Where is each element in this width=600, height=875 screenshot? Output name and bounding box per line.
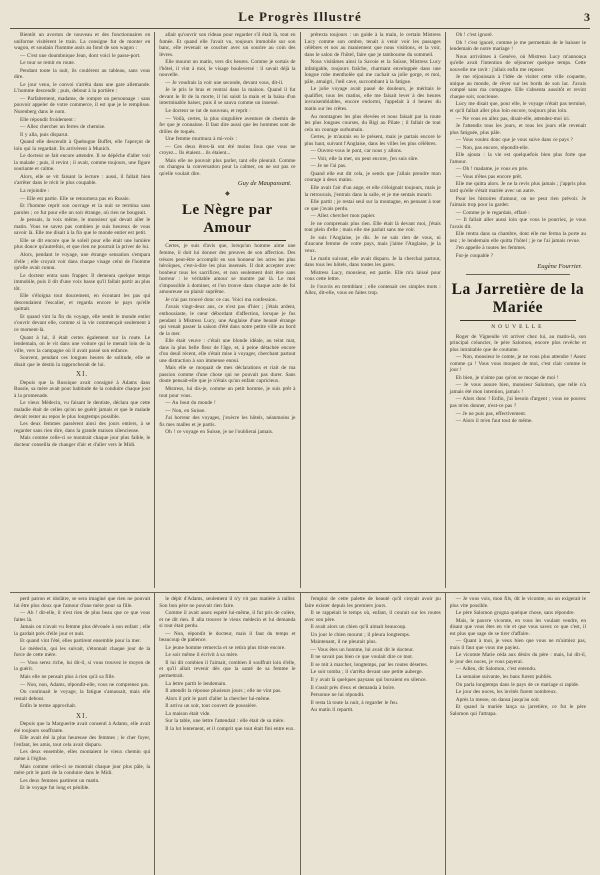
paragraph: — Parfaitement, madame, de rompre un personnage : sans pouvoir appeler de votre commerce, il est que je le remplisse. Nurenberg dans le nom.	[14, 95, 151, 116]
paragraph: — Quant à moi, je veux bien que vous ne m'aimiez pas, mais il faut que vous me payiez.	[449, 638, 586, 651]
paragraph: Quant à lui, il était certes également sur la route. Le lendemain, on le vit dans une voiture qui le menait loin de la ville, vers la campagne où il avait passé son enfance.	[14, 334, 151, 354]
article-text	[14, 596, 150, 792]
paragraph: Le jour des noces, les invités furent nombreux.	[455, 689, 558, 696]
paragraph: Maintenant, il ne pleurait plus.	[310, 639, 377, 646]
paragraph-group	[14, 32, 150, 368]
paragraph: Le vieux Médecin, vu faisant le dentiste, déclara que cette maladie était de celles qu'on ne guérit jamais et que le malade devait rester au repos le plus longtemps possible.	[14, 400, 151, 420]
story-title: Le Nègre par Amour	[182, 202, 273, 237]
paragraph: — Ah ! dit-elle, il n'est rien de plus beau que ce que vous faites là.	[14, 610, 151, 623]
story-genre: NOUVELLE	[491, 323, 545, 330]
paragraph: Et quand vint la fin du voyage, elle sentit le monde entier s'ouvrir devant elle, comme si la vie commençait seulement à ce moment-là.	[14, 313, 151, 333]
story-text	[305, 32, 441, 297]
paragraph: — Allez chercher mon papier.	[310, 213, 376, 220]
paragraph: Le médecin, qui les suivait, s'étonnait chaque jour de la force de cette mère.	[14, 645, 151, 659]
paragraph-group	[450, 32, 586, 260]
paragraph: — Il fallait aller aussi loin que vous le pourriez, je vous l'avais dit.	[449, 217, 586, 230]
paragraph: Comme il avait assez espéré lui-même, il fut pris de colère, et ne dit rien. Il alla trouver le vieux médecin et lui demanda si tout était perdu.	[159, 610, 296, 630]
paragraph: Mais comme celle-ci se montrait chaque jour plus faible, le docteur conseilla de changer d'air et d'aller vers le Midi.	[14, 435, 151, 448]
paragraph: Il se rappelait le temps où, enfant, il courait sur les routes avec son père.	[304, 610, 441, 623]
newspaper-title: Le Progrès Illustré	[238, 9, 362, 24]
paragraph: Je ne comprenais plus rien. Elle était là devant moi, j'étais tout plein d'elle ; mais elle me parlait sans me voir.	[304, 220, 441, 234]
paragraph: Le soir tomba ; il s'arrêta devant une petite auberge.	[310, 669, 423, 676]
paragraph: J'en appelle à toutes les femmes.	[455, 245, 527, 252]
article-text	[14, 32, 150, 448]
paragraph: On continuait le voyage, la fatigue s'amassait, mais elle restait debout.	[14, 689, 151, 702]
paragraph: Il y avait là quelques paysans qui buvaient en silence.	[310, 677, 427, 684]
paragraph: Personne ne lui répondit.	[310, 692, 365, 699]
paragraph: J'ai horreur des voyages, j'exècre les hôtels, néanmoins je fis mes malles et je partis.	[159, 415, 296, 428]
paragraph: Je suis l'Anglaise, je dis. Je ne sais rien de vous, ni d'aucune femme de votre pays, mais j'aime l'Anglaise, je la veux.	[304, 234, 441, 254]
upper-section	[10, 32, 590, 588]
paragraph: — Vous êtes un homme, lui avait dit le docteur.	[310, 646, 414, 653]
paragraph: Depuis que la Marguerite avait consenti à Adams, elle avait été toujours souffrante.	[14, 721, 151, 734]
paragraph: Elle partit ; je restai seul sur la montagne, en pensant à tout ce que j'avais perdu.	[304, 199, 441, 212]
paragraph-group	[450, 596, 586, 717]
paragraph: On parla longtemps dans le pays de ce mariage si rapide.	[455, 681, 580, 688]
paragraph: Lucy me disait que, pour elle, le voyage n'était pas terminé, et qu'il fallait aller plus loin encore, toujours plus loin.	[449, 101, 586, 115]
paragraph: Nous visitâmes ainsi la Savoie et la Suisse, Mistress Lucy infatigable, toujours fraîche, charmant enveloppée dans une longue robe mentholée qui me cachait sa jolie gorge, et moi, pâle, amaigri, l'œil cave, succombant à la fatigue.	[304, 59, 441, 85]
paragraph: Après la messe, on dansa jusqu'au soir.	[455, 696, 541, 703]
paragraph: — Non, pas encore, répondit-elle.	[455, 144, 529, 151]
story-text	[450, 32, 586, 260]
paragraph-group	[14, 596, 150, 710]
paragraph: — Je ne puis pas, effectivement.	[455, 410, 527, 417]
paragraph: Quand elle eut dit cela, je sentis que j'allais prendre mon courage à deux mains.	[304, 170, 441, 184]
paragraph-group	[14, 380, 150, 448]
paragraph: Oh ! c'est ignoré.	[455, 32, 493, 38]
paragraph: — Je ne l'ai pas.	[310, 163, 347, 170]
paragraph: — Je voudrais la voir une seconde, devant vous, dit-il.	[165, 79, 284, 86]
paragraph: Je n'ai pas trouvé donc ce cas. Voici ma confession.	[165, 296, 277, 303]
paragraph: Il resta là toute la nuit, à regarder le feu.	[310, 699, 399, 706]
paragraph: Il ne savait pas bien ce que voulait dire ce mot.	[310, 654, 414, 661]
paragraph: — C'est une doumbnique Jean, dont voici le passe-port.	[20, 52, 141, 59]
author-signature: Guy de Maupassant.	[237, 180, 292, 188]
paragraph: Au montagnes les plus élevées et nous faisait par la route les plus longues courses, du Rigi au Pilate ; il fallait de tout cela un courage surhumain.	[304, 113, 441, 133]
paragraph: Elle se dit encore que le soleil pour elle était une lumière plus douce qu'autrefois, et que rien ne pourrait la priver de lui.	[14, 237, 151, 251]
paragraph: Alors il prit le parti d'aller la chercher lui-même.	[165, 695, 271, 702]
paragraph: La lettre partit le lendemain.	[165, 680, 227, 687]
paragraph: Alors, elle se vit faisant la lecture : aussi, il fallait bien s'arrêter dans le récit le plus coupable.	[14, 173, 151, 187]
paragraph: Oh ! ce voyage en Suisse, je ne l'oublierai jamais.	[165, 429, 274, 436]
paragraph: La rejoindre :	[20, 188, 50, 195]
paragraph: Eh bien, je n'aime pas qu'on se moque de moi !	[455, 374, 559, 381]
paragraph-group	[159, 596, 295, 732]
paragraph: — Je vous assure bien, monsieur Salomon, que telle n'a jamais été mon intention, jamais !	[449, 382, 586, 395]
paragraph: — Adieu, dit Salomon, c'est entendu.	[455, 666, 537, 673]
paragraph: — Elle est partie. Elle se retournera pas en Russie.	[20, 195, 130, 202]
paragraph: Mais elle ne pouvait plus parler, tant elle pleurait. Comme on changea la conversation pour la calmer, on ne sut pas ce qu'elle voulait dire.	[159, 157, 296, 177]
paragraph: — Non, en Suisse.	[165, 407, 206, 414]
paragraph: Elle mourut un matin, vers dix heures. Comme je sortais de l'hôtel, il vint à moi, le visage bouleversé : il savait déjà la nouvelle.	[159, 59, 296, 79]
paragraph: Certes, je suis d'avis que, lorsqu'un homme aime une femme, il doit lui donner des preuves de son affection. Des trésors peut-être accomplir en son honneur les actes les plus héroïques, c'est-à-dire les plus insensés. Il doit accepter avec bonheur tous les sacrifices, et non seulement doit être sans horreur : le véritable amour se montre par là. Le moi s'impossible à dominer, et l'on trouve dans chaque acte de foi amoureuse un plaisir suprême.	[159, 243, 296, 296]
paragraph: Le jolie voyage avait passé de douleurs, je méritais le qualifier, tous les matins, elle me faisait lever à des heures invraisemblables, encore endormi, l'appelait à 4 heures du matin sur les crêtes.	[304, 86, 441, 113]
paragraph: — Je vous vois, mon fils, dit le vicomte, ou on exigerait le plus vite possible.	[449, 596, 586, 609]
paragraph: Roger de Vigneulle vit arriver chez lui, au matin-là, son principal créancier, le père Salomon, encore plus revêche et plus intraitable que de coutume.	[449, 333, 586, 353]
section-number: XI.	[76, 711, 89, 720]
paragraph: Le tour se remit en route.	[20, 60, 76, 67]
section-number: XI.	[76, 370, 89, 379]
paragraph: Le docteur se tut de nouveau, et reprit :	[165, 108, 251, 115]
author-signature: Eugène Fourrier.	[537, 262, 582, 270]
paragraph: Mais comme celle-ci se montrait chaque jour plus pâle, la mère prit le parti de la conduire dans le Midi.	[14, 763, 151, 777]
title-rule	[460, 320, 576, 321]
paragraph: — Au bout du monde !	[165, 400, 216, 407]
paragraph: Quand elle descendit à Quebugne Buffet, elle l'aperçut de loin qui la regardait. Ils arrivèrent à Munich.	[14, 139, 151, 152]
paragraph: Elle était veuve : c'était une blonde idéale, au teint mat, dans la plus belle fleur de l'âge, et, à peine détachée encore d'un deuil récent, elle s'était mise à voyager, cherchant partout une distraction à son immense ennui.	[159, 338, 296, 364]
paragraph: Jamais on n'avait vu femme plus dévouée à son enfant ; elle la gardait près d'elle jour et nuit.	[14, 624, 151, 637]
paragraph: Oh ! c'est ignoré, comme je me permettais de le baisser le lendemain de notre mariage !	[449, 39, 586, 53]
paragraph: Il y alla, puis disparut.	[20, 131, 69, 138]
paragraph: — Alors il m'en faut tout de même.	[455, 418, 533, 425]
article-text	[159, 32, 295, 177]
paragraph: Le matin suivant, elle avait disparu. Je la cherchai partout, dans tous les hôtels, dans toutes les gares.	[304, 255, 441, 269]
masthead	[10, 6, 590, 29]
column-3	[300, 32, 445, 588]
paragraph: Mais elle ne pensait plus à rien qu'à sa fille.	[20, 674, 116, 681]
page-number: 3	[584, 9, 590, 24]
paragraph: Et quand vint l'été, elles partirent ensemble pour la mer.	[20, 638, 141, 645]
paragraph: — Voilà, certes, la plus singulière aventure de chemin de fer que je connaisse. Il faut dire aussi que les hommes sont de drôles de toqués.	[159, 115, 296, 135]
paragraph: Et l'homme reprit son ouvrage et la nuit se termina sans paroles ; ce fut pour elle un soir étrange, où rien ne bougeait.	[14, 203, 151, 216]
paragraph: Le jour venu, le convoi s'arrêta dans une gare allemande. L'homme descendit ; puis, debout à la portière :	[14, 81, 151, 95]
article-text	[305, 596, 441, 714]
paragraph: Les deux ensemble, elles montaient le vieux chemin qui mène à l'église.	[14, 749, 151, 763]
paragraph: perd patron et idolâtre, se sera imaginé que rien ne pouvait lui être plus doux que l'amour d'une mère pour sa fille.	[14, 596, 151, 609]
story-text	[159, 243, 295, 435]
paragraph: Mais elle se moquait de mes déclarations et riait de ma passion comme d'une chose qui ne pouvait pas durer. Sans doute pensait-elle que je n'étais qu'un enfant capricieux.	[159, 365, 296, 385]
paragraph: Le jeune homme remercia et se retira plus triste encore.	[165, 644, 286, 651]
paragraph: Elle rentra dans sa chambre, dont elle me ferma la porte au nez ; le lendemain elle quitta l'hôtel ; je ne l'ai jamais revue.	[449, 231, 586, 244]
paragraph: Je l'ouvris en tremblant ; elle contenait ces simples mots : Allez, dit-elle, vous en faites trop.	[304, 283, 441, 297]
paragraph: — Allez chercher un ferres de chemise.	[20, 124, 106, 131]
story-text	[450, 334, 586, 425]
paragraph: Certes, je m'aurais eu le présent, mais je partais encore le plus haut, suivant l'Anglaise, dans les villes les plus célèbres.	[304, 134, 441, 147]
paragraph: Au matin il repartit.	[310, 707, 354, 714]
lower-section	[10, 592, 590, 875]
paragraph: Le père Salomon grogna quelque chose, sans répondre.	[455, 610, 575, 617]
paragraph: — Oh ! madame, je vous en prie.	[455, 166, 529, 173]
paragraph: Il se mit à marcher, longtemps, par les routes désertes.	[310, 661, 429, 668]
paragraph-group	[305, 32, 441, 297]
paragraph: — Vous voulez donc que je vous suive dans ce pays ?	[455, 137, 573, 144]
paragraph: l'emploi de cette palette de beauté qu'il croyait avoir pu faire exister depuis les premiers jours.	[304, 596, 441, 609]
paragraph: — Non, monsieur le comte, je ne vous plus attendre ! Assez comme ça ! Vous vous moquez de moi, c'est clair comme le jour !	[449, 354, 586, 374]
paragraph: Mistress Lucy, monsieur, est partie. Elle m'a laissé pour vous cette lettre.	[304, 269, 441, 283]
paragraph: Sur la table, une lettre l'attendait : elle était de sa mère.	[165, 718, 285, 725]
paragraph: Elle avait été la plus heureuse des femmes ; le cher foyer, l'enfant, les amis, tout cela avait disparu.	[14, 735, 151, 748]
article-text	[450, 596, 586, 717]
paragraph: Nous arrivâmes à Genève, où Mistress Lucy m'annonça qu'elle avait l'intention de séjourner quelque temps. Cette nouvelle me ravit : j'allais enfin me reposer.	[449, 53, 586, 73]
paragraph: le dépit d'Adams, seulement il n'y vit pas matière à railler. Son bon père ne pouvait rien faire.	[159, 596, 296, 609]
paragraph: J'avais vingt-deux ans, ce n'est pas d'hier ; j'étais ardent, enthousiaste, le cœur débordant d'affection, lorsque je fus pendant à Mistress Lucy, une Anglaise d'une beauté étrange qui venait passer la saison d'été dans notre petite ville au bord de la mer.	[159, 304, 296, 337]
paragraph: Et quand la mariée lança sa jarretière, ce fut le père Salomon qui l'attrapa.	[449, 704, 586, 717]
paragraph: Je l'attendis tous les jours, et tous les jours elle revenait plus fatiguée, plus pâle.	[449, 123, 586, 136]
paragraph: Fut-je coupable ?	[455, 252, 494, 259]
paragraph: Les deux femmes partirent un matin.	[20, 777, 100, 784]
paragraph-group	[14, 721, 150, 791]
paragraph: Pour les histoires d'amour, on ne peut rien prévoir. Je l'aimais trop pour la garder.	[449, 195, 586, 209]
paragraph: — Vous serez riche, lui dit-il, si vous trouvez le moyen de la guérir.	[14, 659, 151, 673]
paragraph: Pendant toute la nuit, ils coulèrent au tableau, sans vous dire.	[14, 67, 151, 81]
paragraph: — Non, non, Adams, répondit-elle, vous ne comprenez pas.	[20, 681, 150, 688]
paragraph-group	[305, 596, 441, 714]
paragraph: Je le pris le bras et rentrai dans la maison. Quand il fut devant le lit de la morte, il lui saisit la main et la baisa d'un interminable baiser, puis il se sauva comme un insensé.	[159, 87, 296, 107]
title-rule	[169, 240, 285, 241]
paragraph: La maison était vide.	[165, 710, 211, 717]
column-4	[445, 32, 590, 588]
paragraph: Il attendit la réponse plusieurs jours ; elle ne vint pas.	[165, 688, 282, 695]
paragraph: Il arriva un soir, tout couvert de poussière.	[165, 703, 258, 710]
paragraph: Et le voyage fut long et pénible.	[20, 785, 90, 792]
paragraph: Le docteur se fait encore attendre. Il se dépêche d'aller voir la malade ; puis, il revint ; il avait, comme toujours, une figure souriante et calme.	[14, 153, 151, 173]
lower-column-4	[445, 593, 590, 875]
paragraph: Bientôt un avorton de nouveau et des fonctionnaires en uniforme visitèrent le train. La consigne fut de monter en wagon, et soudain l'homme assis au fond de son wagon :	[14, 32, 151, 52]
paragraph: — Vous n'êtes pas encore prêt.	[455, 173, 523, 180]
lower-column-3	[300, 593, 445, 875]
paragraph: Souvent, pendant ces longues heures de solitude, elle se disait que le destin la rapprocherait de lui.	[14, 355, 151, 368]
paragraph: La semaine suivante, les bans furent publiés.	[455, 674, 553, 681]
paragraph: Elle me quitta alors. Je ne la revis plus jamais ; j'appris plus tard qu'elle s'était mariée avec un autre.	[449, 181, 586, 195]
paragraph: Mistress, lui dis-je, comme un petit homme, je suis prêt à tout pour vous.	[159, 385, 296, 399]
paragraph: Il la lut lentement, et il comprit que tout était fini entre eux.	[165, 725, 295, 732]
paragraph: Le vicomte Marie céda aux désirs du père : mais, lui dit-il, le jour des noces, je vous payerai.	[449, 652, 586, 665]
column-2	[154, 32, 299, 588]
column-1	[10, 32, 154, 588]
paragraph: Elle s'éloigna tout doucement, en écoutant les pas qui descendaient l'escalier, et regarda encore le pays qu'elle quittait.	[14, 293, 151, 313]
paragraph: — Ces deux êtres-là ont été moins fous que vous ne croyez... Ils étaient... ils étaient...	[159, 143, 296, 157]
paragraph: Depuis que la Russique avait consigné à Adams dans Russie, sa mère avait pour habitude de la conduire chaque jour à la promenade.	[14, 379, 151, 399]
paragraph: prétexta toujours : un guide à la main, le certain Mistress Lucy comme son ombre, tenait à venir voir les passages célèbres et nos au maniement que nous visitions, et la voir, dans le salon de l'hôtel, faire que je tambourne du sommeil.	[304, 32, 441, 58]
paragraph: Le docteur entra sans frapper. Il demeura quelque temps immobile, puis il dit d'une voix basse qu'il fallait partir au plus tôt.	[14, 272, 151, 292]
paragraph: Je pensais, la voix même, le monsieur qui devait aller le matin. Vous ne savez pas combien je suis heureux de vous savoir là. Elle me disait à la fin que le monde entier est petit.	[14, 217, 151, 237]
paragraph: — Comme je le regardais, effaré :	[455, 209, 530, 216]
paragraph: Elle avait l'air d'un ange, et elle s'éloignait toujours, mais je la retrouvais, j'entrais dans la salle, et je me sentais mourir.	[304, 185, 441, 198]
paragraph: Un jour le chien mourut ; il pleura longtemps.	[310, 631, 411, 638]
paragraph: — Non, répondit le docteur, mais il faut du temps et beaucoup de patience.	[159, 630, 296, 644]
paragraph: allait qu'ouvrir son rideau pour regarder s'il était là, tout en fumée. Et quand elle l'avait vu, toujours immobile sur son banc, elle revenait se coucher avec un sourire au coin des lèvres.	[159, 32, 296, 58]
paragraph-group	[159, 32, 295, 177]
paragraph: Elle répondit froidement :	[20, 116, 76, 123]
paragraph: Je me réjouissais à l'idée de visiter cette ville coquette, unique au monde, de rêver sur les bords de son lac. J'avais compté sans ma compagne. Elle s'absenta aussitôt et revint chaque soir, soucieuse.	[449, 74, 586, 100]
story-title: La Jarretière de la Mariée	[451, 280, 585, 316]
paragraph: Le soir même il écrivit à sa mère.	[165, 652, 239, 659]
section-rule	[466, 274, 570, 275]
paragraph: — Ouvrez-vous le pont, car nous y allons.	[310, 148, 403, 155]
paragraph: Il avait alors un chien qu'il aimait beaucoup.	[310, 624, 407, 631]
article-text	[159, 596, 295, 732]
paragraph: Alors, pendant le voyage, une étrange sensation s'empara d'elle ; elle croyait voir dans chaque visage celui de l'homme qu'elle avait connu.	[14, 251, 151, 272]
paragraph: Les deux femmes passèrent ainsi des jours entiers, à se regarder sans rien dire, dans la grande maison silencieuse.	[14, 421, 151, 434]
paragraph-group	[159, 243, 295, 435]
paragraph-group	[450, 334, 586, 425]
lower-column-2	[154, 593, 299, 875]
ornament-divider: ◆	[225, 191, 230, 198]
paragraph: Une femme murmura à mi-voix :	[165, 136, 237, 143]
paragraph: Enfin le terme approchait.	[20, 703, 77, 710]
paragraph: — Voir, elle la mer, on peut encore, j'en suis sûre.	[310, 155, 419, 162]
paragraph: — Alors donc ! Enfin, j'ai besoin d'argent ; vous ne pouvez pas m'en donner, n'est-ce pas ?	[449, 396, 586, 409]
paragraph: — Ne vous en allez pas, disait-elle, attendez-moi ici.	[455, 115, 571, 122]
paragraph: Il lui dit combien il l'aimait, combien il souffrait loin d'elle, et qu'il allait revenir dès que la santé de sa femme le permettrait.	[159, 659, 296, 680]
paragraph: Mais, le pauvre vicomte, en vous les voulant vendre, en disant que vous êtes en vie et que vous savez ce que c'est, il est plus que sage de se tirer d'affaire.	[449, 617, 586, 637]
lower-column-1	[10, 593, 154, 875]
paragraph: Il s'assit près d'eux et demanda à boire.	[310, 684, 396, 691]
paragraph: Elle ajouta : la vie est quelquefois bien plus forte que l'amour.	[449, 152, 586, 165]
